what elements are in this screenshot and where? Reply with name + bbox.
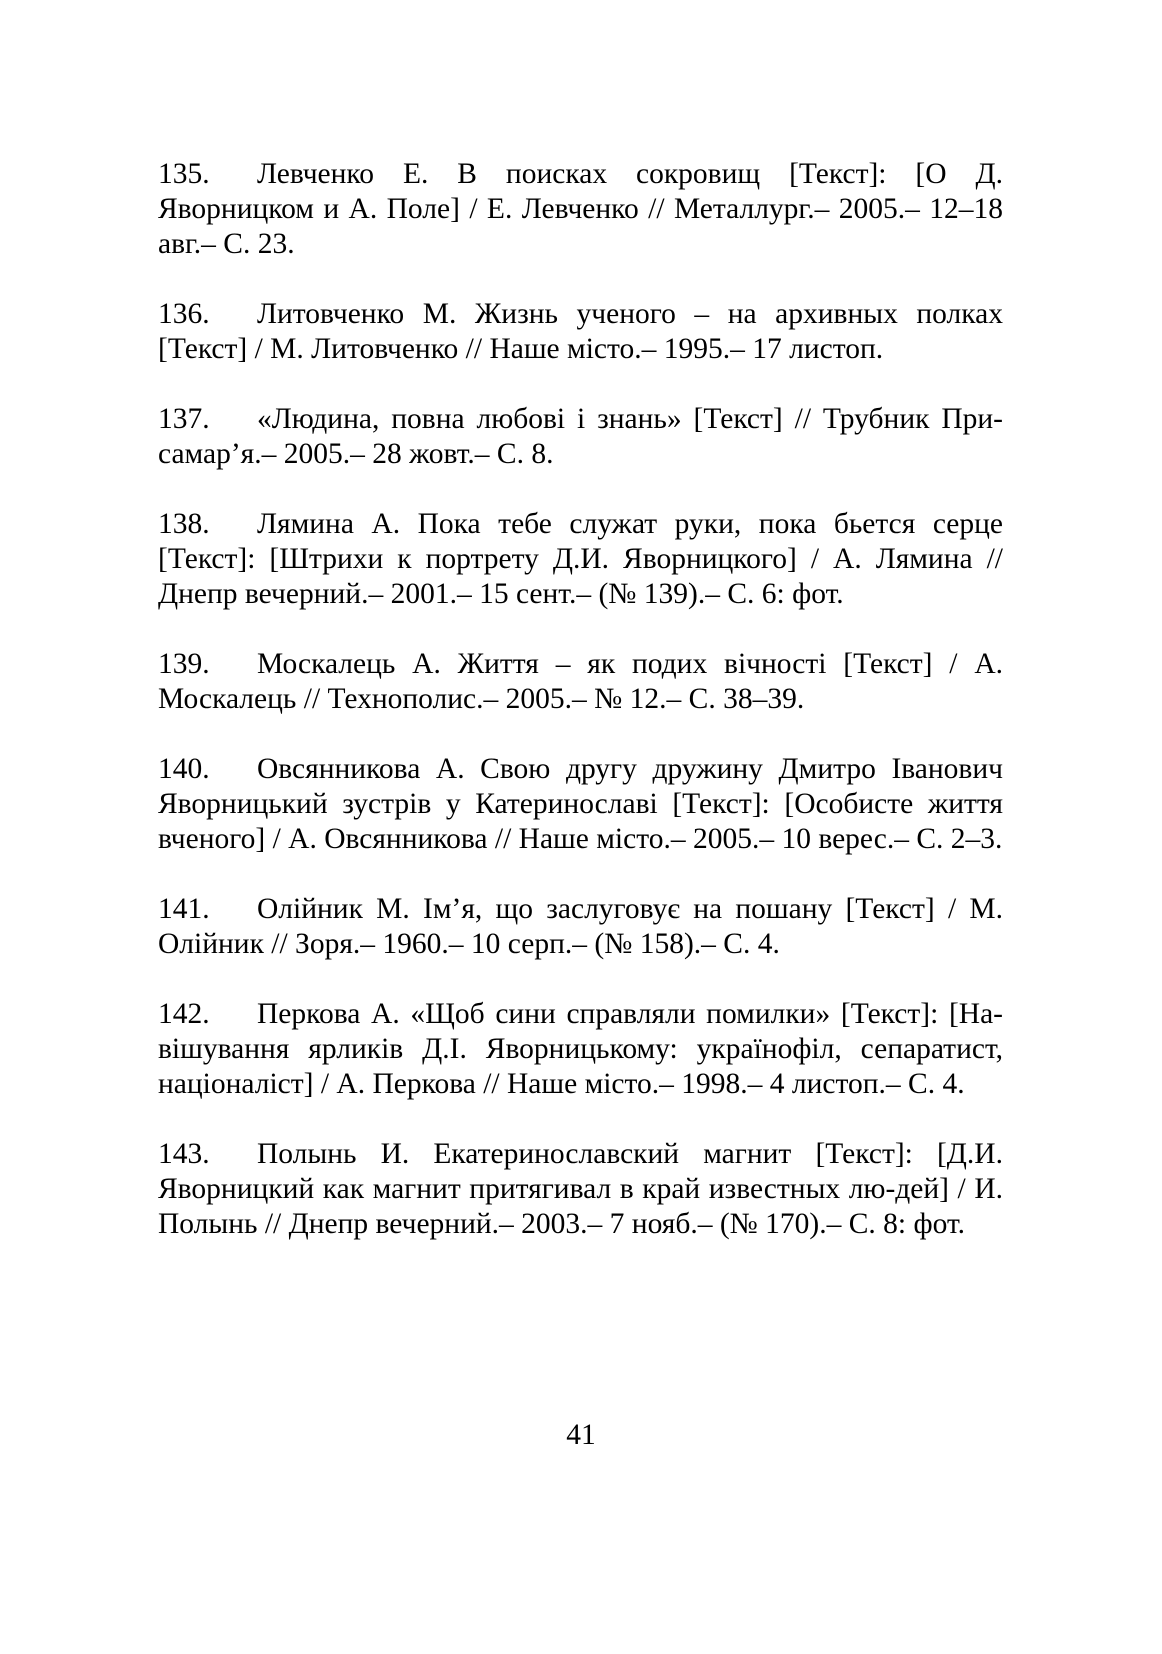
bibliography-entry <box>158 1137 1003 1242</box>
bibliography-entry <box>158 402 1003 472</box>
entry-number: 141. <box>158 893 210 925</box>
bibliography-entry <box>158 157 1003 262</box>
entry-text: Москалець А. Життя – як подих вічності [Текст] / А. Москалець // Технополис.– 2005.– № 12.– С. 38–39. <box>158 648 1003 715</box>
entry-text: Перкова А. «Щоб сини справляли помилки» [Текст]: [На-вішування ярликів Д.І. Яворницькому: українофіл, сепаратист, націоналіст] / А. Перкова // Наше місто.– 1998.– 4 листоп.– С. 4. <box>158 998 1003 1100</box>
entry-number: 139. <box>158 648 210 680</box>
entry-text: «Людина, повна любові і знань» [Текст] // Трубник При-самар’я.– 2005.– 28 жовт.– С. 8. <box>158 403 1003 470</box>
entry-number: 140. <box>158 753 210 785</box>
page-number: 41 <box>566 1419 596 1451</box>
bibliography-entry <box>158 297 1003 367</box>
entry-text: Лямина А. Пока тебе служат руки, пока бьется серце [Текст]: [Штрихи к портрету Д.И. Яворницкого] / А. Лямина // Днепр вечерний.– 2001.– 15 сент.– (№ 139).– С. 6: фот. <box>158 508 1003 610</box>
entry-text: Овсянникова А. Свою другу дружину Дмитро Іванович Яворницький зустрів у Катеринославі [Текст]: [Особисте життя вченого] / А. Овсянникова // Наше місто.– 2005.– 10 верес.– С. 2–3. <box>158 753 1003 855</box>
bibliography-list <box>158 157 1003 1277</box>
bibliography-entry <box>158 507 1003 612</box>
entry-number: 135. <box>158 158 210 190</box>
bibliography-entry <box>158 997 1003 1102</box>
bibliography-entry <box>158 752 1003 857</box>
entry-number: 137. <box>158 403 210 435</box>
entry-text: Олійник М. Ім’я, що заслуговує на пошану [Текст] / М. Олійник // Зоря.– 1960.– 10 серп.– (№ 158).– С. 4. <box>158 893 1003 960</box>
entry-text: Левченко Е. В поисках сокровищ [Текст]: [О Д. Яворницком и А. Поле] / Е. Левченко // Металлург.– 2005.– 12–18 авг.– С. 23. <box>158 158 1003 260</box>
bibliography-entry <box>158 892 1003 962</box>
entry-number: 143. <box>158 1138 210 1170</box>
bibliography-entry <box>158 647 1003 717</box>
entry-number: 136. <box>158 298 210 330</box>
entry-text: Литовченко М. Жизнь ученого – на архивных полках [Текст] / М. Литовченко // Наше місто.– 1995.– 17 листоп. <box>158 298 1003 365</box>
entry-number: 138. <box>158 508 210 540</box>
entry-number: 142. <box>158 998 210 1030</box>
entry-text: Полынь И. Екатеринославский магнит [Текст]: [Д.И. Яворницкий как магнит притягивал в край известных лю-дей] / И. Полынь // Днепр вечерний.– 2003.– 7 нояб.– (№ 170).– С. 8: фот. <box>158 1138 1003 1240</box>
